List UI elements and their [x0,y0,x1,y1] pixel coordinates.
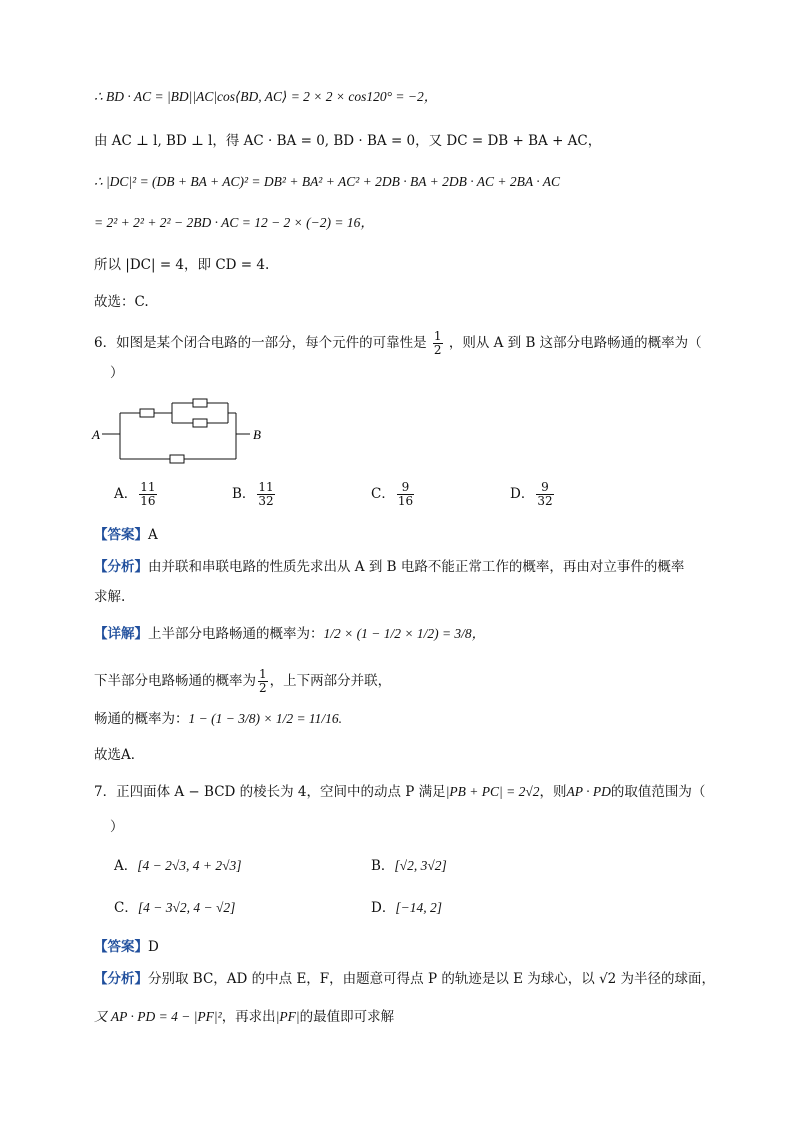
q7-option-d-value: [−14, 2] [395,900,442,915]
q6-answer [94,526,158,544]
q6-analysis-text-1: 由并联和串联电路的性质先求出从 A 到 B 电路不能正常工作的概率，再由对立事件的概率 [148,559,685,575]
resistor-parallel-upper [193,399,207,407]
q6-option-d [510,481,556,508]
q6-stem [94,330,702,357]
q6-option-c [371,481,416,508]
q6-option-c-letter: C． [371,486,395,502]
q6-option-b-den: 32 [258,494,274,508]
q7-option-c [114,899,235,917]
q7-option-a [114,857,242,875]
q6-detail-expr-1: 1/2 × (1 − 1/2 × 1/2) = 3/8， [323,626,486,641]
q6-detail-line-3 [94,710,342,728]
q6-detail-text-1: 上半部分电路畅通的概率为： [148,626,324,642]
q6-detail-text-2a: 下半部分电路畅通的概率为 [94,673,256,689]
q7-stem-text-b: ，则 [539,784,567,800]
solution-line-1: ∴ BD · AC = |BD||AC|cos⟨BD, AC⟩ = 2 × 2 × cos120° = −2， [94,89,438,104]
q7-option-a-letter: A． [114,858,138,874]
solution-line-3: ∴ |DC|² = (DB + BA + AC)² = DB² + BA² + AC² + 2DB · BA + 2DB · AC + 2BA · AC [94,174,560,189]
solution-line-6: 故选：C. [94,294,149,310]
q6-analysis-line-1 [94,558,684,576]
q7-answer-tag: 【答案】 [94,939,148,955]
q6-choose: 故选A． [94,747,145,763]
q6-option-a-den: 16 [140,494,156,508]
circuit-diagram [90,395,280,475]
circuit-label-b: B [253,427,261,442]
q6-detail-frac-den: 2 [259,681,267,695]
q7-option-c-value: [4 − 3√2, 4 − √2] [137,900,236,915]
q7-analysis-text-1: 分别取 BC，AD 的中点 E，F，由题意可得点 P 的轨迹是以 E 为球心，以 √2 为半径的球面， [148,971,716,987]
q6-analysis-line-2: 求解. [94,589,126,605]
q7-option-d [371,899,442,917]
q6-option-c-den: 16 [397,494,414,508]
q6-detail-line-1 [94,625,485,643]
q7-analysis-expr-a: 又 AP · PD = 4 − |PF|² [94,1009,222,1024]
q7-answer-value: D [148,939,159,955]
q6-option-b-num: 11 [258,480,274,494]
q6-detail-tag: 【详解】 [94,626,148,642]
q6-frac-denominator: 2 [433,343,442,357]
q7-stem-condition: |PB + PC| = 2√2 [445,784,540,799]
q7-option-b-letter: B． [371,858,395,874]
q6-option-b-letter: B． [232,486,256,502]
q6-detail-line-2 [94,668,391,695]
q7-close-paren: ） [110,819,124,835]
q7-stem-text-a: 7．正四面体 A − BCD 的棱长为 4，空间中的动点 P 满足 [94,784,446,800]
q6-stem-text-a: 6．如图是某个闭合电路的一部分，每个元件的可靠性是 [94,335,427,351]
q6-option-c-num: 9 [397,481,414,495]
q7-option-c-letter: C． [114,900,138,916]
q7-option-d-letter: D． [371,900,396,916]
q6-option-d-letter: D． [510,486,535,502]
resistor-bottom [170,455,184,463]
circuit-label-a: A [92,427,100,442]
q6-option-a-letter: A． [114,486,138,502]
q7-stem-dot-product: AP · PD [566,784,611,799]
q6-close-paren: ） [110,365,124,381]
q6-option-a [114,481,159,508]
q6-analysis-tag: 【分析】 [94,559,148,575]
q7-analysis-text-b: ，再求出 [221,1009,276,1025]
q6-option-b [232,481,277,508]
q7-stem-text-c: 的取值范围为（ [610,784,706,800]
q6-detail-text-3: 畅通的概率为： [94,711,189,727]
q6-stem-text-b: ，则从 A 到 B 这部分电路畅通的概率为（ [448,335,702,351]
q6-answer-value: A [148,527,158,543]
q6-answer-tag: 【答案】 [94,527,148,543]
q7-option-b-value: [√2, 3√2] [394,858,447,873]
solution-line-2: 由 AC ⊥ l, BD ⊥ l，得 AC · BA = 0, BD · BA = 0，又 DC = DB + BA + AC， [94,133,602,149]
q6-option-d-num: 9 [536,481,553,495]
resistor-top-left [140,409,154,417]
q6-stem-fraction [433,330,443,357]
q7-option-b [371,857,447,875]
q6-option-d-den: 32 [537,494,553,508]
resistor-parallel-lower [193,419,207,427]
solution-line-5: 所以 |DC| = 4，即 CD = 4. [94,257,270,273]
q7-analysis-expr-c: |PF| [275,1009,300,1024]
q7-analysis-tag: 【分析】 [94,971,148,987]
q6-option-a-num: 11 [140,480,156,494]
q6-detail-frac-num: 1 [259,667,267,681]
q6-detail-expr-3: 1 − (1 − 3/8) × 1/2 = 11/16. [188,711,343,726]
q7-analysis-line-1 [94,970,715,988]
q6-detail-text-2b: ，上下两部分并联， [269,673,392,689]
q6-frac-numerator: 1 [433,329,442,343]
q7-option-a-value: [4 − 2√3, 4 + 2√3] [137,858,242,873]
q7-analysis-text-d: 的最值即可求解 [299,1009,395,1025]
solution-line-4: = 2² + 2² + 2² − 2BD · AC = 12 − 2 × (−2) = 16， [94,215,374,230]
q7-answer [94,938,159,956]
q7-stem [94,783,705,801]
q7-analysis-line-2 [94,1008,394,1026]
